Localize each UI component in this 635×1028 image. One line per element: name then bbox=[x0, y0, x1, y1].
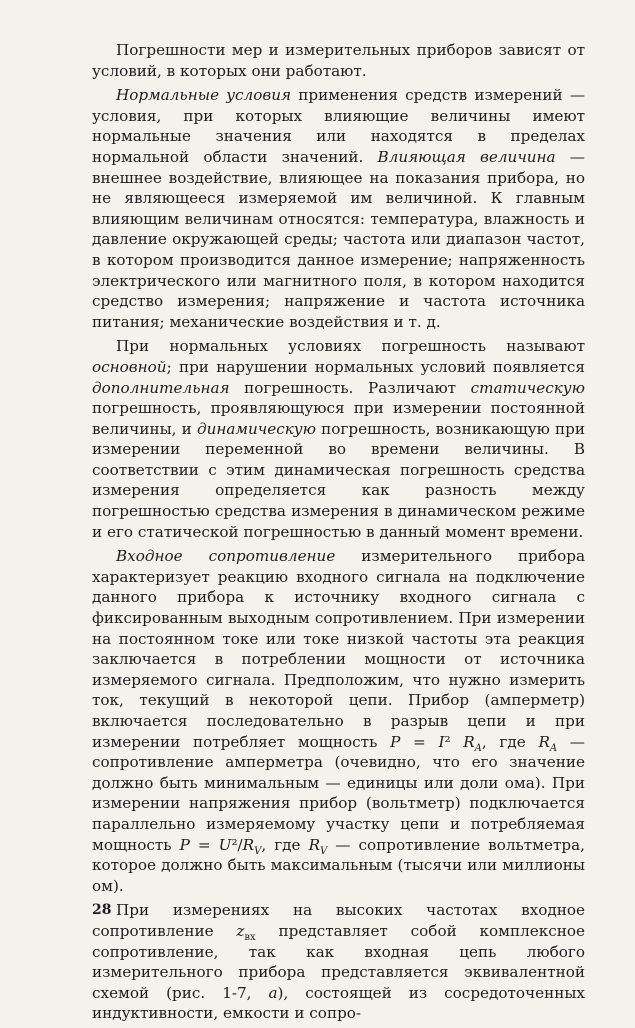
text-run: = bbox=[400, 732, 439, 751]
text-run: применения средств измерений — условия, при которых влияющие величины имеют нормальные значения или находятся в пределах нормальной области значений. bbox=[92, 86, 586, 166]
italic-text: z bbox=[236, 921, 245, 940]
italic-text: P bbox=[179, 835, 190, 854]
text-run: , где bbox=[481, 732, 539, 751]
text-run: ; при нарушении нормальных условий появляется bbox=[166, 357, 585, 376]
italic-text: A bbox=[549, 742, 558, 754]
italic-text: A bbox=[474, 742, 482, 754]
text-run: — внешнее воздействие, влияющее на показания прибора, но не являющееся измеряемой им величиной. К главным влияющим величинам относятся: температура, влажность и давление окружающей среды; частота или диапазон частот, в котором производится данное измерение; напряженность электрического или магнитного поля, в котором находится средство измерения; напряжение и частота источника питания; механические воздействия и т. д. bbox=[92, 147, 585, 331]
paragraph bbox=[92, 40, 585, 81]
text-run: При нормальных условиях погрешность называют bbox=[116, 337, 585, 356]
text-run: ²/ bbox=[231, 835, 243, 854]
italic-text: P bbox=[390, 732, 401, 751]
italic-text: R bbox=[308, 835, 321, 854]
paragraph bbox=[92, 85, 585, 332]
italic-text: R bbox=[242, 835, 255, 854]
text-run: При измерениях на высоких частотах входное сопротивление bbox=[92, 901, 585, 940]
italic-text: Влияющая величина bbox=[377, 147, 556, 166]
text-run: Погрешности мер и измерительных приборов зависят от условий, в которых они работают. bbox=[92, 41, 585, 80]
page-text-body bbox=[92, 40, 585, 1028]
paragraph bbox=[92, 336, 585, 542]
italic-text: Входное сопротивление bbox=[116, 547, 336, 566]
italic-text: дополнительная bbox=[92, 378, 230, 397]
text-run: представляет собой комплексное сопротивление, так как входная цепь любого измерительного прибора представляется эквивалентной схемой (рис. 1-7, bbox=[92, 921, 585, 1002]
paragraph bbox=[92, 546, 585, 896]
text-run: — сопротивление амперметра (очевидно, что его значение должно быть минимальным — единицы или доли ома). При измерении напряжения прибор (вольтметр) подключается параллельно измеряемому участку цепи и потребляемая мощность bbox=[92, 732, 585, 854]
text-run: измерительного прибора характеризует реакцию входного сигнала на подключение данного прибора к источнику входного сигнала с фиксированным выходным сопротивлением. При измерении на постоянном токе или токе низкой частоты эта реакция заключается в потреблении мощности от источника измеряемого сигнала. Предположим, что нужно измерить ток, текущий в некоторой цепи. Прибор (амперметр) включается последовательно в разрыв цепи и при измерении потребляет мощность bbox=[92, 547, 585, 751]
italic-text: статическую bbox=[470, 378, 585, 397]
text-run: погрешность. Различают bbox=[229, 378, 471, 397]
italic-text: R bbox=[463, 732, 475, 751]
italic-text: а bbox=[268, 983, 278, 1002]
paragraph bbox=[92, 900, 585, 1024]
text-run: — сопротивление вольтметра, которое должно быть максимальным (тысячи или миллионы ом). bbox=[92, 835, 585, 895]
italic-text: Нормальные условия bbox=[116, 86, 292, 105]
italic-text: V bbox=[254, 845, 262, 857]
text-run: погрешность, возникающую при измерении переменной во времени величины. В соответствии с этим динамическая погрешность средства измерения определяется как разность между погрешностью средства измерения в динамическом режиме и его статической погрешностью в данный момент времени. bbox=[92, 419, 586, 541]
text-run: ), состоящей из сосредоточенных индуктивности, емкости и сопро- bbox=[92, 983, 585, 1023]
page-number: 28 bbox=[92, 902, 112, 918]
text-run: ² bbox=[444, 732, 464, 751]
italic-text: динамическую bbox=[196, 419, 316, 438]
italic-text: I bbox=[438, 732, 445, 751]
italic-text: R bbox=[538, 732, 550, 751]
italic-text: основной bbox=[92, 357, 167, 376]
text-run: = bbox=[189, 835, 219, 854]
text-run: вх bbox=[244, 931, 256, 943]
text-run: погрешность, проявляющуюся при измерении постоянной величины, и bbox=[92, 399, 585, 438]
italic-text: U bbox=[218, 835, 232, 854]
italic-text: V bbox=[320, 845, 328, 857]
text-run: , где bbox=[261, 835, 309, 854]
